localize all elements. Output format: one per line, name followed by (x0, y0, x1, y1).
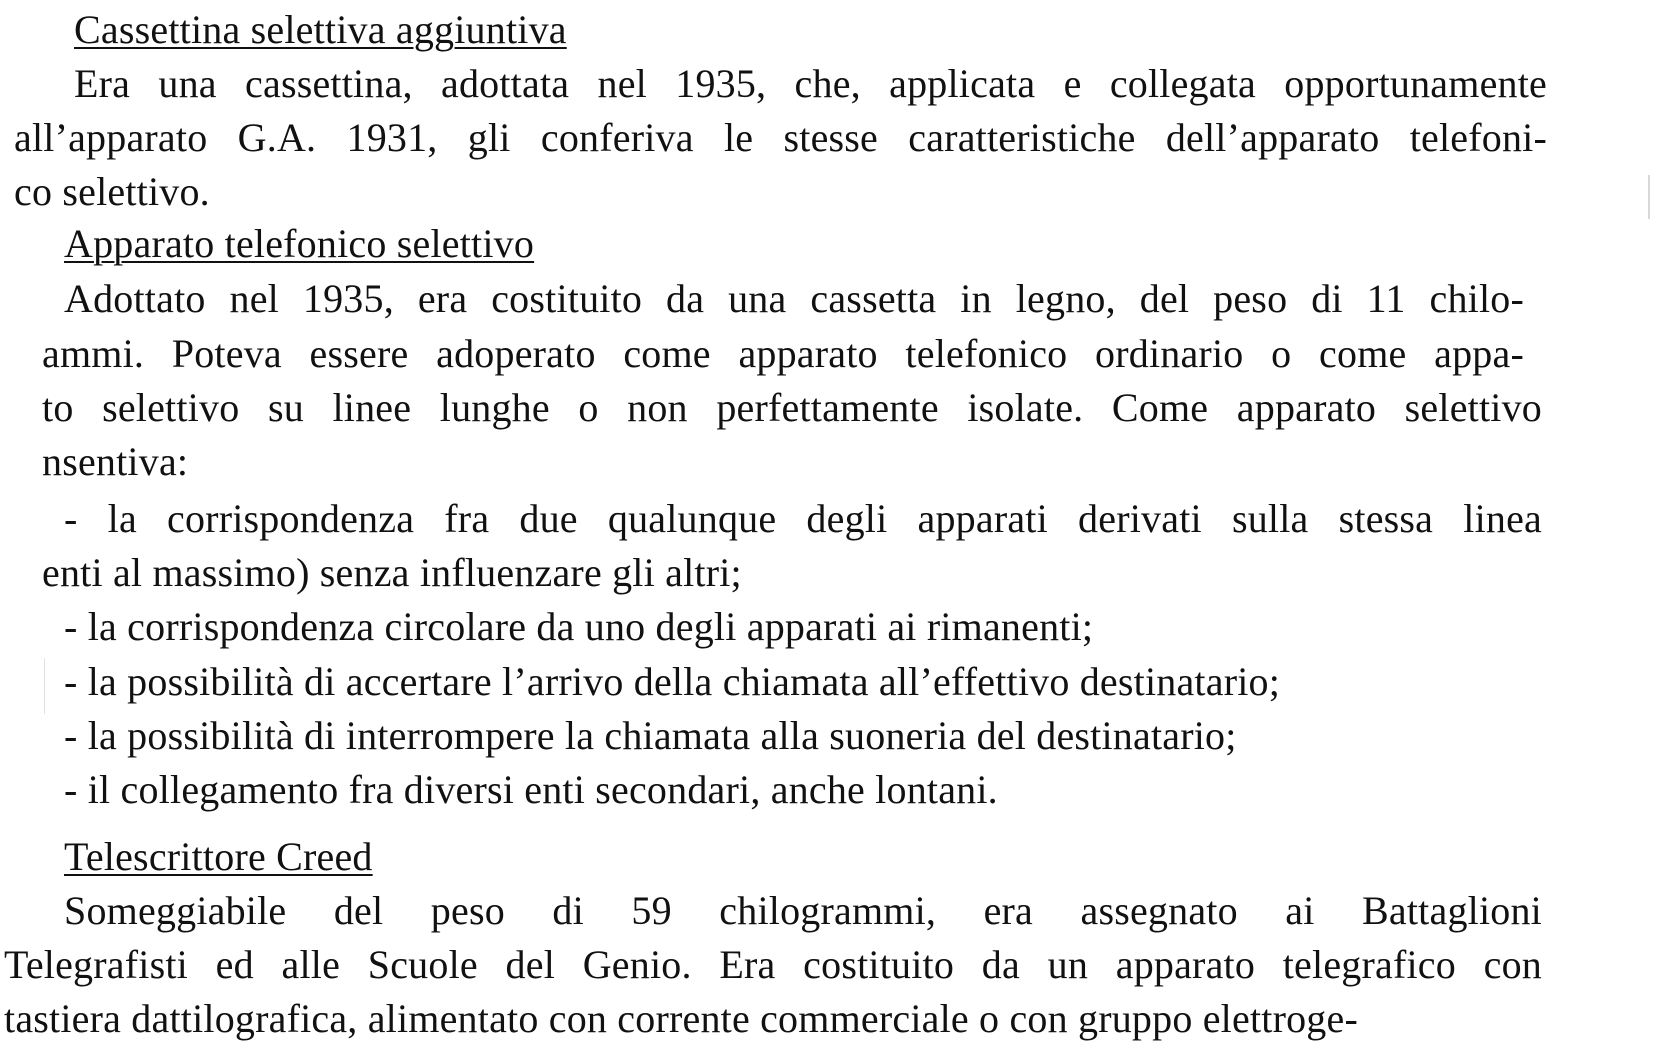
paragraph-line: ammi. Poteva essere adoperato come apparato telefonico ordinario o come appa- (42, 331, 1524, 376)
list-item: - la possibilità di accertare l’arrivo della chiamata all’effettivo destinatario; (64, 659, 1281, 704)
list-item-continuation: enti al massimo) senza influenzare gli altri; (42, 550, 742, 595)
paragraph-line: Era una cassettina, adottata nel 1935, che, applicata e collegata opportunamente (74, 61, 1547, 106)
paragraph-line: Someggiabile del peso di 59 chilogrammi, era assegnato ai Battaglioni (64, 888, 1542, 933)
list-item: - il collegamento fra diversi enti secondari, anche lontani. (64, 767, 998, 812)
section-heading-telescrittore: Telescrittore Creed (64, 834, 373, 879)
paragraph-line: co selettivo. (14, 169, 210, 214)
paragraph-line: Adottato nel 1935, era costituito da una cassetta in legno, del peso di 11 chilo- (64, 276, 1524, 321)
scan-margin-mark (1648, 175, 1650, 219)
section-heading-cassettina: Cassettina selettiva aggiuntiva (74, 7, 567, 52)
list-item: - la corrispondenza circolare da uno degli apparati ai rimanenti; (64, 604, 1094, 649)
list-item: - la possibilità di interrompere la chiamata alla suoneria del destinatario; (64, 713, 1237, 758)
section-heading-apparato: Apparato telefonico selettivo (64, 221, 535, 266)
paragraph-line: tastiera dattilografica, alimentato con corrente commerciale o con gruppo elettroge- (4, 996, 1358, 1041)
paragraph-line: to selettivo su linee lunghe o non perfettamente isolate. Come apparato selettivo (42, 385, 1542, 430)
scan-edge-line (44, 658, 45, 714)
paragraph-line: nsentiva: (42, 439, 189, 484)
paragraph-line: Telegrafisti ed alle Scuole del Genio. Era costituito da un apparato telegrafico con (4, 942, 1542, 987)
list-item: - la corrispondenza fra due qualunque degli apparati derivati sulla stessa linea (64, 496, 1542, 541)
paragraph-line: all’apparato G.A. 1931, gli conferiva le stesse caratteristiche dell’apparato telefoni- (14, 115, 1547, 160)
